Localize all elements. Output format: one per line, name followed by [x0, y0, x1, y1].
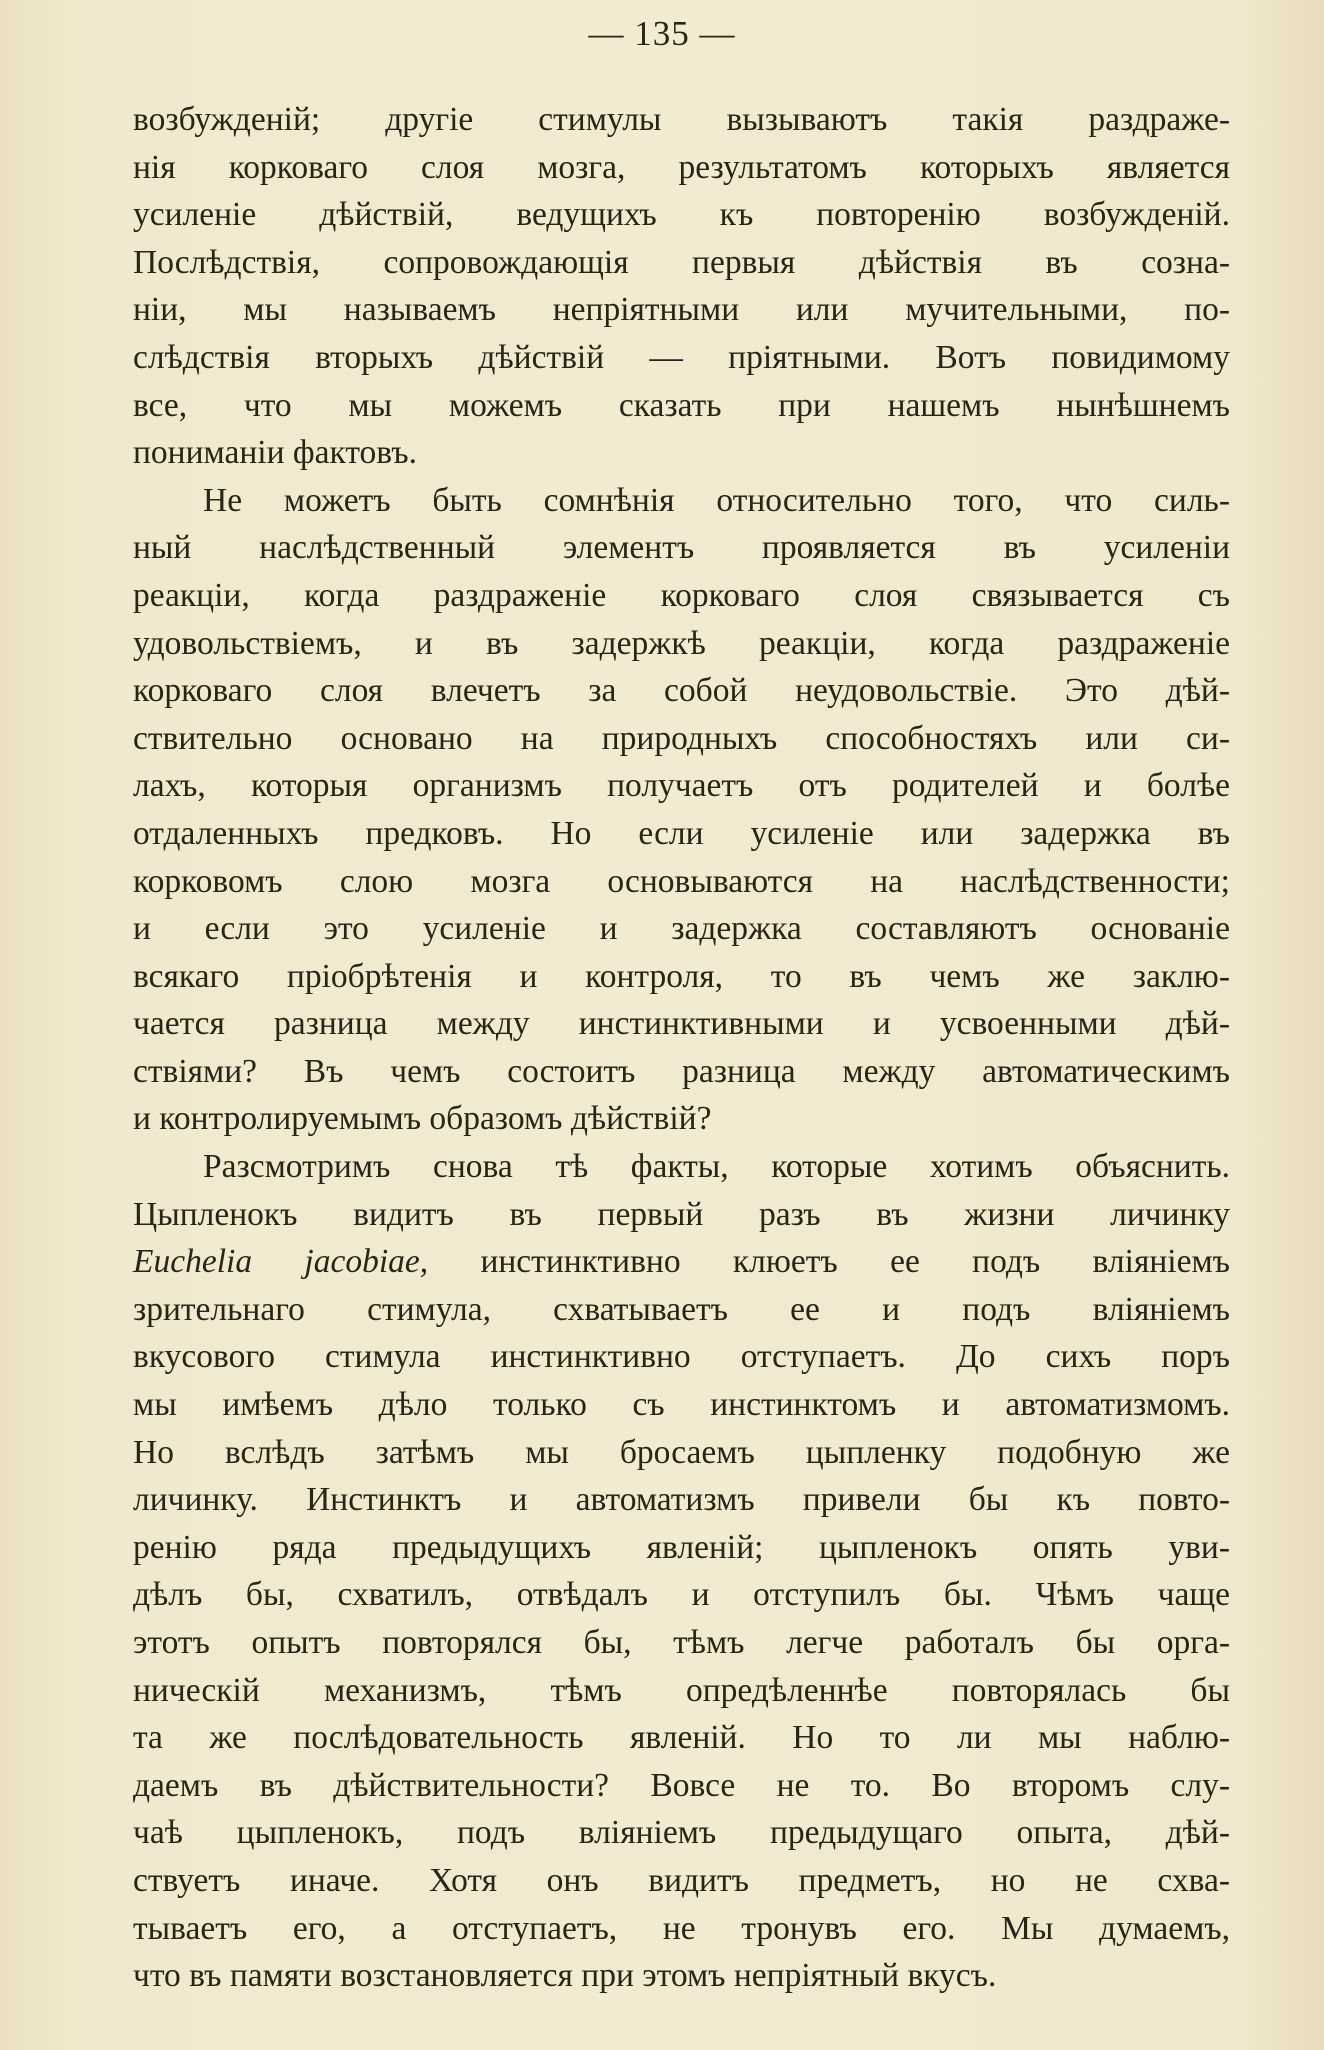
text-line: зрительнаго стимула, схватываетъ ее и подъ вліяніемъ [133, 1290, 1230, 1328]
text-line: этотъ опытъ повторялся бы, тѣмъ легче работалъ бы орга- [133, 1624, 1230, 1661]
text-line: та же послѣдовательность явленій. Но то ли мы наблю- [133, 1719, 1230, 1757]
text-line: пониманіи фактовъ. [133, 434, 417, 472]
text-line: Но вслѣдъ затѣмъ мы бросаемъ цыпленку подобную же [133, 1433, 1230, 1471]
text-line: Не можетъ быть сомнѣнія относительно того, что силь- [203, 481, 1230, 519]
text-line: ный наслѣдственный элементъ проявляется въ усиленіи [133, 529, 1230, 567]
text-line-rest: инстинктивно клюетъ ее подъ вліяніемъ [428, 1243, 1230, 1281]
page-text [133, 96, 1230, 2000]
text-line: усиленіе дѣйствій, ведущихъ къ повторенію возбужденій. [133, 196, 1230, 234]
text-line: дѣлъ бы, схватилъ, отвѣдалъ и отступилъ бы. Чѣмъ чаще [133, 1576, 1230, 1614]
text-line: чается разница между инстинктивными и усвоенными дѣй- [133, 1005, 1230, 1043]
text-line: Цыпленокъ видитъ въ первый разъ въ жизни личинку [133, 1195, 1230, 1233]
text-line: личинку. Инстинктъ и автоматизмъ привели бы къ повто- [133, 1481, 1230, 1519]
text-line: ніи, мы называемъ непріятными или мучительными, по- [133, 291, 1230, 329]
text-line: возбужденій; другіе стимулы вызываютъ такія раздраже- [133, 101, 1230, 138]
text-line: мы имѣемъ дѣло только съ инстинктомъ и автоматизмомъ. [133, 1386, 1230, 1424]
text-line: что въ памяти возстановляется при этомъ непріятный вкусъ. [133, 1957, 997, 1995]
text-line [133, 1238, 1230, 1286]
text-line: отдаленныхъ предковъ. Но если усиленіе или задержка въ [133, 814, 1230, 852]
page-number: — 135 — [588, 14, 736, 53]
text-line: и контролируемымъ образомъ дѣйствій? [133, 1100, 712, 1138]
text-line: ническій механизмъ, тѣмъ опредѣленнѣе повторялась бы [133, 1671, 1230, 1709]
text-line: нія корковаго слоя мозга, результатомъ которыхъ является [133, 148, 1230, 186]
text-line: Разсмотримъ снова тѣ факты, которые хотимъ объяснить. [203, 1148, 1230, 1186]
text-line: реакціи, когда раздраженіе корковаго слоя связывается съ [133, 576, 1230, 614]
text-line: корковомъ слою мозга основываются на наслѣдственности; [133, 862, 1230, 900]
text-line: чаѣ цыпленокъ, подъ вліяніемъ предыдущаго опыта, дѣй- [133, 1814, 1230, 1852]
latin-species-name: Euchelia jacobiae, [133, 1243, 429, 1281]
text-line: ренію ряда предыдущихъ явленій; цыпленокъ опять уви- [133, 1528, 1230, 1566]
text-line: даемъ въ дѣйствительности? Вовсе не то. Во второмъ слу- [133, 1766, 1230, 1804]
text-line: все, что мы можемъ сказать при нашемъ нынѣшнемъ [133, 386, 1230, 424]
text-line: ствіями? Въ чемъ состоитъ разница между автоматическимъ [133, 1052, 1230, 1090]
text-line: Послѣдствія, сопровождающія первыя дѣйствія въ созна- [133, 243, 1230, 281]
text-line: удовольствіемъ, и въ задержкѣ реакціи, когда раздраженіе [133, 624, 1230, 662]
text-line: слѣдствія вторыхъ дѣйствій — пріятными. Вотъ повидимому [133, 338, 1230, 376]
text-line: тываетъ его, а отступаетъ, не тронувъ его. Мы думаемъ, [133, 1909, 1230, 1947]
text-line: вкусового стимула инстинктивно отступаетъ. До сихъ поръ [133, 1338, 1230, 1376]
paragraph-2 [133, 477, 1230, 1143]
text-line: лахъ, которыя организмъ получаетъ отъ родителей и болѣе [133, 767, 1230, 805]
text-line: всякаго пріобрѣтенія и контроля, то въ чемъ же заклю- [133, 957, 1230, 995]
paragraph-3 [133, 1143, 1230, 2000]
text-line: и если это усиленіе и задержка составляютъ основаніе [133, 910, 1230, 948]
text-line: корковаго слоя влечетъ за собой неудовольствіе. Это дѣй- [133, 672, 1230, 710]
paragraph-1 [133, 96, 1230, 477]
text-line: ствуетъ иначе. Хотя онъ видитъ предметъ, но не схва- [133, 1861, 1230, 1899]
text-line: ствительно основано на природныхъ способностяхъ или си- [133, 719, 1230, 757]
